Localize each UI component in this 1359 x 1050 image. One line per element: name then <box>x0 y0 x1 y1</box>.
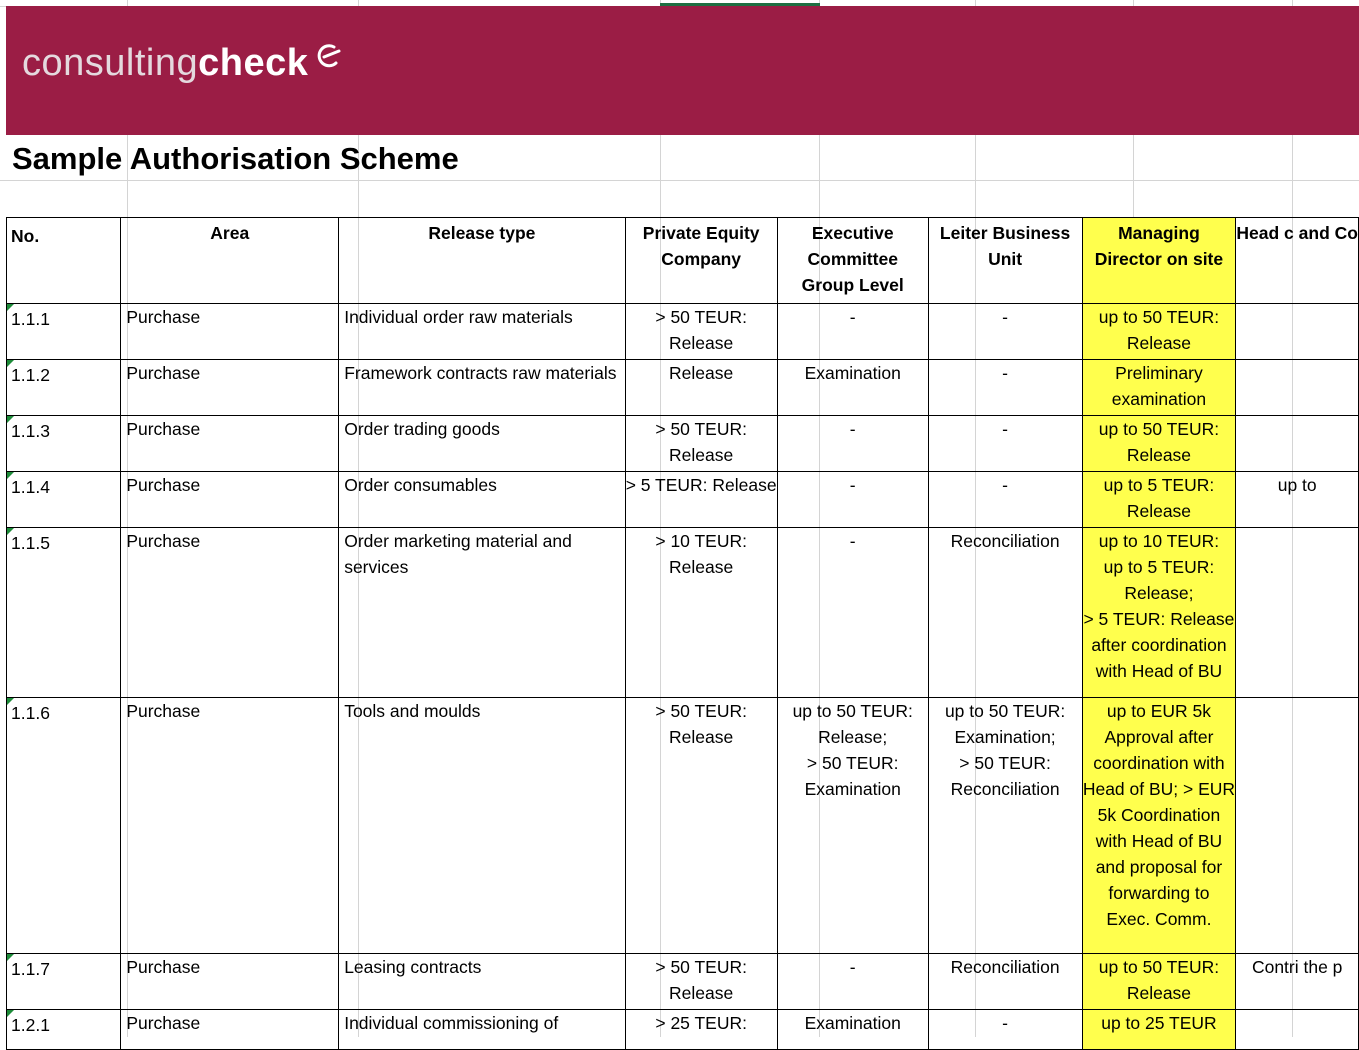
row-number: 1.1.1 <box>11 309 50 329</box>
cell-executive-committee[interactable]: - <box>777 472 928 528</box>
cell-business-unit[interactable]: Reconciliation <box>928 954 1082 1010</box>
cell-executive-committee[interactable]: Examination <box>777 360 928 416</box>
row-number: 1.1.4 <box>11 477 50 497</box>
cell-business-unit[interactable]: - <box>928 416 1082 472</box>
cell-business-unit[interactable]: up to 50 TEUR: Examination; > 50 TEUR: Reconciliation <box>928 698 1082 954</box>
cell-private-equity[interactable]: > 50 TEUR: Release <box>625 416 777 472</box>
cell-release-type[interactable]: Tools and moulds <box>339 698 625 954</box>
table-row <box>7 304 1359 360</box>
cell-managing-director[interactable]: up to 50 TEUR: Release <box>1082 954 1236 1010</box>
cell-managing-director[interactable]: up to 50 TEUR: Release <box>1082 304 1236 360</box>
header-row <box>7 218 1359 304</box>
cell-no[interactable] <box>7 416 121 472</box>
comment-indicator-icon <box>7 698 14 705</box>
cell-business-unit[interactable]: - <box>928 472 1082 528</box>
cell-managing-director[interactable]: up to 50 TEUR: Release <box>1082 416 1236 472</box>
cell-no[interactable] <box>7 528 121 698</box>
cell-head[interactable] <box>1236 698 1359 954</box>
cell-business-unit[interactable]: Reconciliation <box>928 528 1082 698</box>
gridline <box>0 180 1359 181</box>
cell-release-type[interactable]: Leasing contracts <box>339 954 625 1010</box>
cell-head[interactable] <box>1236 528 1359 698</box>
cell-head[interactable]: up to <box>1236 472 1359 528</box>
row-number: 1.2.1 <box>11 1015 50 1035</box>
cell-release-type[interactable]: Individual order raw materials <box>339 304 625 360</box>
cell-managing-director[interactable]: up to 25 TEUR <box>1082 1010 1236 1050</box>
cell-release-type[interactable]: Individual commissioning of <box>339 1010 625 1050</box>
row-number: 1.1.5 <box>11 533 50 553</box>
comment-indicator-icon <box>7 528 14 535</box>
cell-head[interactable] <box>1236 416 1359 472</box>
logo-bold-text: check <box>198 42 309 84</box>
cell-executive-committee[interactable]: - <box>777 528 928 698</box>
table-row <box>7 698 1359 954</box>
row-number: 1.1.3 <box>11 421 50 441</box>
comment-indicator-icon <box>7 1010 14 1017</box>
column-header-executive-committee[interactable]: Executive Committee Group Level <box>777 218 928 304</box>
row-number: 1.1.7 <box>11 959 50 979</box>
comment-indicator-icon <box>7 954 14 961</box>
cell-business-unit[interactable]: - <box>928 1010 1082 1050</box>
row-number: 1.1.2 <box>11 365 50 385</box>
logo-mark-icon <box>312 38 344 81</box>
cell-release-type[interactable]: Order trading goods <box>339 416 625 472</box>
cell-private-equity[interactable]: > 50 TEUR: Release <box>625 304 777 360</box>
cell-no[interactable] <box>7 360 121 416</box>
table-row <box>7 472 1359 528</box>
cell-area[interactable]: Purchase <box>121 304 339 360</box>
cell-managing-director[interactable]: up to 5 TEUR: Release <box>1082 472 1236 528</box>
cell-executive-committee[interactable]: Examination <box>777 1010 928 1050</box>
table-row <box>7 954 1359 1010</box>
cell-no[interactable] <box>7 304 121 360</box>
cell-area[interactable]: Purchase <box>121 416 339 472</box>
cell-area[interactable]: Purchase <box>121 472 339 528</box>
comment-indicator-icon <box>7 472 14 479</box>
comment-indicator-icon <box>7 416 14 423</box>
cell-managing-director[interactable]: Preliminary examination <box>1082 360 1236 416</box>
cell-area[interactable]: Purchase <box>121 360 339 416</box>
column-header-private-equity[interactable]: Private Equity Company <box>625 218 777 304</box>
cell-release-type[interactable]: Framework contracts raw materials <box>339 360 625 416</box>
logo-light-text: consulting <box>22 42 199 84</box>
comment-indicator-icon <box>7 360 14 367</box>
cell-executive-committee[interactable]: up to 50 TEUR: Release; > 50 TEUR: Examination <box>777 698 928 954</box>
table-row <box>7 416 1359 472</box>
cell-head[interactable] <box>1236 304 1359 360</box>
cell-no[interactable] <box>7 698 121 954</box>
cell-area[interactable]: Purchase <box>121 528 339 698</box>
cell-area[interactable]: Purchase <box>121 698 339 954</box>
table-row <box>7 1010 1359 1050</box>
column-header-managing-director[interactable]: Managing Director on site <box>1082 218 1236 304</box>
cell-private-equity[interactable]: Release <box>625 360 777 416</box>
table-row <box>7 528 1359 698</box>
cell-private-equity[interactable]: > 50 TEUR: Release <box>625 954 777 1010</box>
cell-release-type[interactable]: Order marketing material and services <box>339 528 625 698</box>
cell-area[interactable]: Purchase <box>121 954 339 1010</box>
table-row <box>7 360 1359 416</box>
column-header-business-unit[interactable]: Leiter Business Unit <box>928 218 1082 304</box>
cell-head[interactable] <box>1236 1010 1359 1050</box>
cell-executive-committee[interactable]: - <box>777 304 928 360</box>
comment-indicator-icon <box>7 304 14 311</box>
column-header-area[interactable]: Area <box>121 218 339 304</box>
cell-executive-committee[interactable]: - <box>777 954 928 1010</box>
authorisation-table <box>6 217 1359 1050</box>
cell-business-unit[interactable]: - <box>928 360 1082 416</box>
cell-area[interactable]: Purchase <box>121 1010 339 1050</box>
cell-head[interactable] <box>1236 360 1359 416</box>
cell-no[interactable] <box>7 472 121 528</box>
cell-release-type[interactable]: Order consumables <box>339 472 625 528</box>
cell-private-equity[interactable]: > 10 TEUR: Release <box>625 528 777 698</box>
cell-managing-director[interactable]: up to 10 TEUR: up to 5 TEUR: Release; > 5 TEUR: Release after coordination with Head of BU <box>1082 528 1236 698</box>
logo <box>22 42 344 85</box>
cell-no[interactable] <box>7 1010 121 1050</box>
column-header-release-type[interactable]: Release type <box>339 218 625 304</box>
cell-private-equity[interactable]: > 25 TEUR: <box>625 1010 777 1050</box>
cell-head[interactable]: Contri the p <box>1236 954 1359 1010</box>
cell-private-equity[interactable]: > 50 TEUR: Release <box>625 698 777 954</box>
cell-managing-director[interactable]: up to EUR 5k Approval after coordination with Head of BU; > EUR 5k Coordination with Head of BU and proposal for forwarding to Exec. Comm. <box>1082 698 1236 954</box>
cell-private-equity[interactable]: > 5 TEUR: Release <box>625 472 777 528</box>
column-header-no[interactable]: No. <box>7 218 121 304</box>
cell-no[interactable] <box>7 954 121 1010</box>
cell-business-unit[interactable]: - <box>928 304 1082 360</box>
page-title: Sample Authorisation Scheme <box>12 141 459 176</box>
column-header-head[interactable]: Head c and Co <box>1236 218 1359 304</box>
cell-executive-committee[interactable]: - <box>777 416 928 472</box>
row-number: 1.1.6 <box>11 703 50 723</box>
